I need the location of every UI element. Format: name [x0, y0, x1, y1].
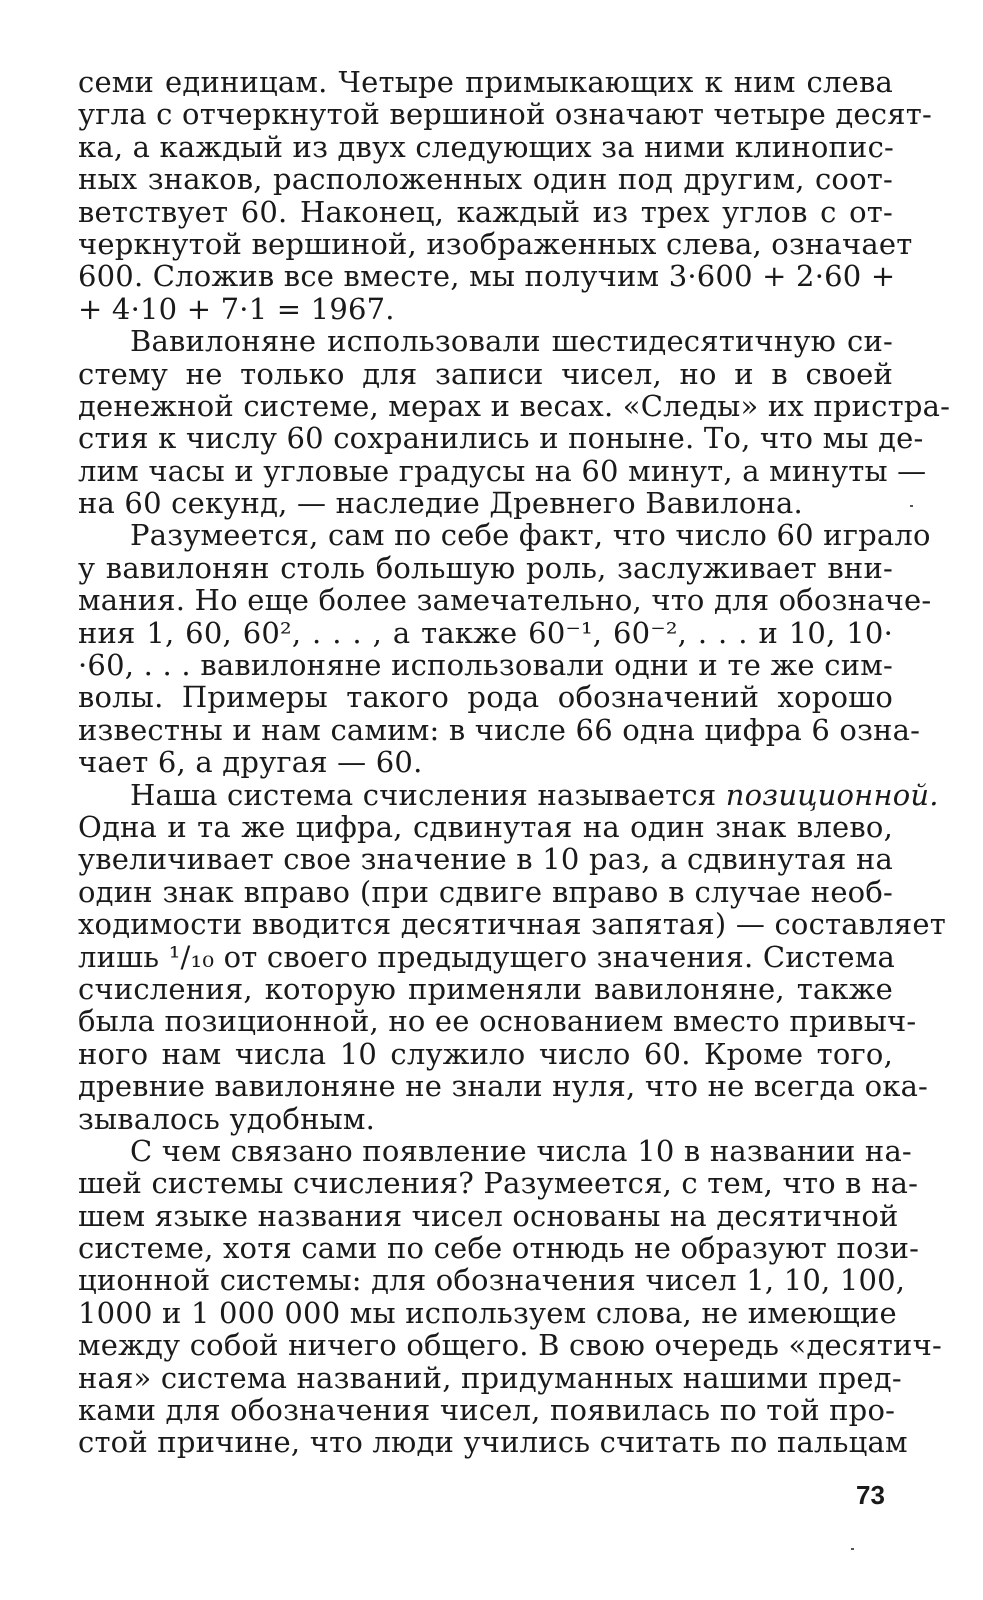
text-line: известны и нам самим: в числе 66 одна цифра 6 озна- — [78, 712, 921, 747]
text-line: чает 6, а другая — 60. — [78, 745, 423, 780]
page-number: 73 — [856, 1480, 885, 1510]
text-line: Наша система счисления называется позиционной. — [130, 777, 939, 812]
text-line: ния 1, 60, 60², . . . , а также 60⁻¹, 60⁻², . . . и 10, 10· — [78, 615, 893, 650]
text-line: у вавилонян столь большую роль, заслуживает вни- — [78, 550, 893, 585]
text-line: один знак вправо (при сдвиге вправо в случае необ- — [78, 874, 893, 909]
text-line: системе, хотя сами по себе отнюдь не образуют пози- — [78, 1231, 920, 1266]
text-line: черкнутой вершиной, изображенных слева, означает — [78, 226, 913, 261]
paragraph — [78, 518, 932, 780]
paragraph — [78, 65, 932, 326]
text-line: Вавилоняне использовали шестидесятичную си- — [130, 324, 893, 359]
text-line: С чем связано появление числа 10 в названии на- — [130, 1133, 912, 1168]
text-line: на 60 секунд, — наследие Древнего Вавилона. — [78, 486, 803, 521]
text-line: ходимости вводится десятичная запятая) — составляет — [78, 907, 947, 942]
text-line: денежной системе, мерах и весах. «Следы» их пристра- — [78, 388, 951, 423]
text-line: волы. Примеры такого рода обозначений хорошо — [78, 680, 893, 715]
text-line: шем языке названия чисел основаны на десятичной — [78, 1198, 899, 1233]
text-line: ка, а каждый из двух следующих за ними клинопис- — [78, 129, 895, 164]
text-line: стой причине, что люди учились считать по пальцам — [78, 1425, 908, 1460]
text-line: ками для обозначения чисел, появилась по той про- — [78, 1393, 896, 1428]
text-line: древние вавилоняне не знали нуля, что не всегда ока- — [78, 1069, 929, 1104]
text-line: ных знаков, расположенных один под другим, соот- — [78, 162, 893, 197]
text-line: мания. Но еще более замечательно, что для обозначе- — [78, 583, 932, 618]
text-line: 1000 и 1 000 000 мы используем слова, не имеющие — [78, 1295, 897, 1330]
text-line: 600. Сложив все вместе, мы получим 3·600 + 2·60 + — [78, 259, 896, 294]
paragraph — [78, 1133, 942, 1460]
text-line: ная» система названий, придуманных нашими пред- — [78, 1360, 902, 1395]
text-line: ного нам числа 10 служило число 60. Кроме того, — [78, 1036, 893, 1071]
text-line: стему не только для записи чисел, но и в своей — [78, 356, 893, 391]
text-line: угла с отчеркнутой вершиной означают четыре десят- — [78, 97, 932, 132]
text-line: между собой ничего общего. В свою очередь «десятич- — [78, 1328, 942, 1363]
paragraph — [78, 777, 947, 1136]
text-line: ·60, . . . вавилоняне использовали одни и те же сим- — [78, 648, 893, 683]
text-line: ветствует 60. Наконец, каждый из трех углов с от- — [78, 194, 893, 229]
text-line: лим часы и угловые градусы на 60 минут, а минуты — — [78, 453, 927, 488]
text-line: ционной системы: для обозначения чисел 1, 10, 100, — [78, 1263, 906, 1298]
text-line: зывалось удобным. — [78, 1101, 376, 1136]
text-line: увеличивает свое значение в 10 раз, а сдвинутая на — [78, 842, 893, 877]
text-line: лишь ¹/₁₀ от своего предыдущего значения. Система — [78, 939, 896, 974]
text-line: шей системы счисления? Разумеется, с тем, что в на- — [78, 1166, 919, 1201]
paragraph — [78, 324, 951, 521]
text-line: была позиционной, но ее основанием вместо привыч- — [78, 1004, 917, 1039]
text-line: + 4·10 + 7·1 = 1967. — [78, 291, 395, 326]
scan-speck — [910, 505, 913, 507]
scan-speck — [851, 1548, 854, 1550]
text-line: стия к числу 60 сохранились и поныне. То, что мы де- — [78, 421, 924, 456]
text-line: Разумеется, сам по себе факт, что число 60 играло — [130, 518, 931, 553]
text-line: счисления, которую применяли вавилоняне, также — [78, 971, 893, 1006]
text-line: Одна и та же цифра, сдвинутая на один знак влево, — [78, 809, 893, 844]
text-line: семи единицам. Четыре примыкающих к ним слева — [78, 65, 893, 99]
page-text — [78, 65, 951, 1460]
